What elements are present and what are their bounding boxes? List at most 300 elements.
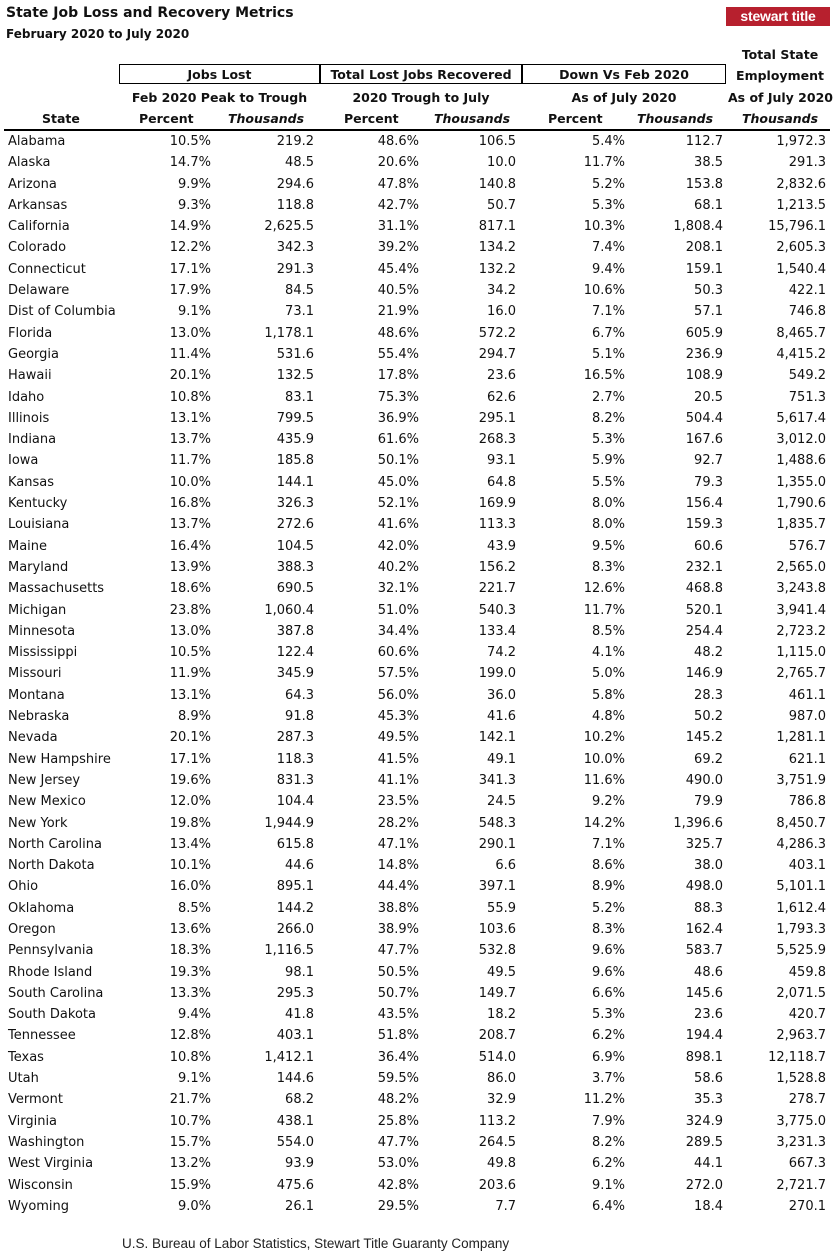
- state-name: Kentucky: [8, 496, 68, 512]
- recovered-thousands: 514.0: [478, 1049, 516, 1065]
- jobs-lost-thousands: 219.2: [276, 134, 314, 149]
- down-thousands: 20.5: [694, 389, 723, 405]
- down-thousands: 79.9: [694, 794, 723, 810]
- state-name: Arkansas: [8, 197, 68, 213]
- total-employment: 1,612.4: [776, 900, 826, 916]
- table-row: [0, 131, 834, 152]
- recovered-thousands: 50.7: [487, 197, 516, 213]
- down-percent: 8.3%: [591, 921, 625, 937]
- total-employment: 3,243.8: [776, 581, 826, 597]
- down-percent: 5.8%: [591, 687, 625, 703]
- recovered-thousands: 142.1: [478, 730, 516, 746]
- down-percent: 8.2%: [591, 410, 625, 426]
- jobs-lost-percent: 13.4%: [169, 836, 211, 852]
- down-thousands: 583.7: [685, 943, 723, 959]
- recovered-percent: 29.5%: [377, 1198, 419, 1214]
- recovered-percent: 41.5%: [377, 751, 419, 767]
- header-thousands-2: Thousands: [434, 111, 511, 126]
- table-row: [0, 1111, 834, 1132]
- down-thousands: 18.4: [694, 1198, 723, 1214]
- jobs-lost-percent: 13.2%: [169, 1156, 211, 1172]
- state-name: Oklahoma: [8, 900, 75, 916]
- table-row: [0, 983, 834, 1004]
- down-thousands: 1,808.4: [673, 219, 723, 235]
- recovered-percent: 48.6%: [377, 134, 419, 149]
- jobs-lost-percent: 15.7%: [169, 1134, 211, 1150]
- jobs-lost-thousands: 435.9: [276, 432, 314, 448]
- jobs-lost-percent: 13.9%: [169, 559, 211, 575]
- table-row: [0, 791, 834, 812]
- header-total-state: Total State: [741, 47, 819, 62]
- down-thousands: 108.9: [685, 368, 723, 384]
- total-employment: 1,540.4: [776, 261, 826, 277]
- recovered-thousands: 149.7: [478, 985, 516, 1001]
- table-row: [0, 259, 834, 280]
- total-employment: 459.8: [788, 964, 826, 980]
- state-name: Alabama: [8, 134, 66, 149]
- header-jobs-lost-sub: Feb 2020 Peak to Trough: [131, 90, 308, 105]
- header-down-vs-feb: Down Vs Feb 2020: [522, 64, 726, 84]
- recovered-percent: 75.3%: [377, 389, 419, 405]
- recovered-thousands: 397.1: [478, 879, 516, 895]
- total-employment: 8,450.7: [776, 815, 826, 831]
- table-row: [0, 770, 834, 791]
- jobs-lost-percent: 13.0%: [169, 325, 211, 341]
- recovered-thousands: 23.6: [487, 368, 516, 384]
- recovered-thousands: 341.3: [478, 772, 516, 788]
- total-employment: 5,617.4: [776, 410, 826, 426]
- jobs-lost-percent: 12.0%: [169, 794, 211, 810]
- down-percent: 11.6%: [583, 772, 625, 788]
- jobs-lost-thousands: 403.1: [276, 1028, 314, 1044]
- table-row: [0, 727, 834, 748]
- recovered-percent: 38.8%: [377, 900, 419, 916]
- recovered-thousands: 294.7: [478, 346, 516, 362]
- total-employment: 420.7: [788, 1007, 826, 1023]
- total-employment: 1,972.3: [776, 134, 826, 149]
- table-row: [0, 429, 834, 450]
- jobs-lost-thousands: 1,412.1: [264, 1049, 314, 1065]
- recovered-thousands: 49.1: [487, 751, 516, 767]
- down-thousands: 68.1: [694, 197, 723, 213]
- total-employment: 746.8: [788, 304, 826, 320]
- down-percent: 12.6%: [583, 581, 625, 597]
- jobs-lost-thousands: 93.9: [285, 1156, 314, 1172]
- down-percent: 4.1%: [591, 645, 625, 661]
- state-name: North Carolina: [8, 836, 102, 852]
- down-percent: 11.7%: [583, 155, 625, 171]
- jobs-lost-percent: 20.1%: [169, 368, 211, 384]
- recovered-percent: 45.3%: [377, 709, 419, 725]
- jobs-lost-thousands: 122.4: [276, 645, 314, 661]
- down-thousands: 112.7: [685, 134, 723, 149]
- down-percent: 5.5%: [591, 474, 625, 490]
- down-percent: 7.1%: [591, 836, 625, 852]
- state-name: Nevada: [8, 730, 58, 746]
- table-row: [0, 1175, 834, 1196]
- state-name: Texas: [8, 1049, 44, 1065]
- down-percent: 3.7%: [591, 1071, 625, 1087]
- down-thousands: 504.4: [685, 410, 723, 426]
- total-employment: 667.3: [788, 1156, 826, 1172]
- state-name: California: [8, 219, 70, 235]
- down-thousands: 272.0: [685, 1177, 723, 1193]
- total-employment: 461.1: [788, 687, 826, 703]
- down-thousands: 48.6: [694, 964, 723, 980]
- recovered-thousands: 290.1: [478, 836, 516, 852]
- down-percent: 6.7%: [591, 325, 625, 341]
- jobs-lost-percent: 10.8%: [169, 389, 211, 405]
- recovered-thousands: 264.5: [478, 1134, 516, 1150]
- down-thousands: 146.9: [685, 666, 723, 682]
- recovered-percent: 39.2%: [377, 240, 419, 256]
- jobs-lost-thousands: 2,625.5: [264, 219, 314, 235]
- state-name: Oregon: [8, 921, 56, 937]
- jobs-lost-thousands: 388.3: [276, 559, 314, 575]
- recovered-percent: 47.8%: [377, 176, 419, 192]
- jobs-lost-percent: 9.0%: [177, 1198, 211, 1214]
- total-employment: 3,775.0: [776, 1113, 826, 1129]
- table-row: [0, 536, 834, 557]
- recovered-percent: 41.1%: [377, 772, 419, 788]
- table-row: [0, 1025, 834, 1046]
- down-percent: 5.9%: [591, 453, 625, 469]
- jobs-lost-thousands: 144.2: [276, 900, 314, 916]
- table-row: [0, 387, 834, 408]
- down-percent: 8.5%: [591, 623, 625, 639]
- down-percent: 16.5%: [583, 368, 625, 384]
- down-thousands: 156.4: [685, 496, 723, 512]
- header-jobs-lost: Jobs Lost: [119, 64, 320, 84]
- table-row: [0, 1004, 834, 1025]
- down-percent: 9.6%: [591, 943, 625, 959]
- recovered-percent: 47.7%: [377, 1134, 419, 1150]
- recovered-percent: 40.5%: [377, 283, 419, 299]
- down-thousands: 159.1: [685, 261, 723, 277]
- jobs-lost-thousands: 266.0: [276, 921, 314, 937]
- total-employment: 549.2: [788, 368, 826, 384]
- down-thousands: 88.3: [694, 900, 723, 916]
- recovered-percent: 42.8%: [377, 1177, 419, 1193]
- stewart-title-logo: stewart title: [726, 7, 830, 26]
- table-row: [0, 919, 834, 940]
- jobs-lost-thousands: 118.8: [276, 197, 314, 213]
- total-employment: 2,963.7: [776, 1028, 826, 1044]
- jobs-lost-percent: 13.1%: [169, 410, 211, 426]
- state-name: Massachusetts: [8, 581, 105, 597]
- page-subtitle: February 2020 to July 2020: [6, 27, 190, 41]
- table-row: [0, 898, 834, 919]
- jobs-lost-thousands: 1,178.1: [264, 325, 314, 341]
- total-employment: 8,465.7: [776, 325, 826, 341]
- down-percent: 7.9%: [591, 1113, 625, 1129]
- down-percent: 14.2%: [583, 815, 625, 831]
- recovered-percent: 51.8%: [377, 1028, 419, 1044]
- jobs-lost-percent: 10.0%: [169, 474, 211, 490]
- down-thousands: 38.0: [694, 858, 723, 874]
- recovered-thousands: 32.9: [487, 1092, 516, 1108]
- recovered-thousands: 540.3: [478, 602, 516, 618]
- down-thousands: 468.8: [685, 581, 723, 597]
- jobs-lost-thousands: 291.3: [276, 261, 314, 277]
- jobs-lost-thousands: 26.1: [285, 1198, 314, 1214]
- recovered-percent: 59.5%: [377, 1071, 419, 1087]
- jobs-lost-thousands: 342.3: [276, 240, 314, 256]
- total-employment: 3,012.0: [776, 432, 826, 448]
- jobs-lost-thousands: 118.3: [276, 751, 314, 767]
- header-recovered-sub: 2020 Trough to July: [352, 90, 490, 105]
- recovered-percent: 43.5%: [377, 1007, 419, 1023]
- recovered-percent: 50.5%: [377, 964, 419, 980]
- down-percent: 5.0%: [591, 666, 625, 682]
- table-row: [0, 216, 834, 237]
- table-row: [0, 642, 834, 663]
- down-percent: 8.3%: [591, 559, 625, 575]
- recovered-percent: 34.4%: [377, 623, 419, 639]
- down-percent: 5.2%: [591, 176, 625, 192]
- total-employment: 403.1: [788, 858, 826, 874]
- recovered-percent: 56.0%: [377, 687, 419, 703]
- table-row: [0, 450, 834, 471]
- table-row: [0, 152, 834, 173]
- jobs-lost-thousands: 475.6: [276, 1177, 314, 1193]
- table-row: [0, 621, 834, 642]
- recovered-thousands: 133.4: [478, 623, 516, 639]
- jobs-lost-percent: 19.6%: [169, 772, 211, 788]
- total-employment: 987.0: [788, 709, 826, 725]
- total-employment: 4,286.3: [776, 836, 826, 852]
- jobs-lost-percent: 13.7%: [169, 432, 211, 448]
- recovered-thousands: 34.2: [487, 283, 516, 299]
- total-employment: 1,281.1: [776, 730, 826, 746]
- jobs-lost-thousands: 144.1: [276, 474, 314, 490]
- recovered-percent: 51.0%: [377, 602, 419, 618]
- jobs-lost-percent: 13.0%: [169, 623, 211, 639]
- jobs-lost-thousands: 1,060.4: [264, 602, 314, 618]
- table-row: [0, 706, 834, 727]
- table-row: [0, 1068, 834, 1089]
- recovered-thousands: 7.7: [495, 1198, 516, 1214]
- down-thousands: 44.1: [694, 1156, 723, 1172]
- jobs-lost-percent: 17.1%: [169, 261, 211, 277]
- state-name: New Mexico: [8, 794, 86, 810]
- recovered-percent: 48.2%: [377, 1092, 419, 1108]
- down-thousands: 28.3: [694, 687, 723, 703]
- recovered-percent: 36.9%: [377, 410, 419, 426]
- jobs-lost-thousands: 345.9: [276, 666, 314, 682]
- recovered-percent: 42.0%: [377, 538, 419, 554]
- total-employment: 576.7: [788, 538, 826, 554]
- down-thousands: 498.0: [685, 879, 723, 895]
- down-percent: 7.1%: [591, 304, 625, 320]
- recovered-thousands: 817.1: [478, 219, 516, 235]
- state-name: South Carolina: [8, 985, 104, 1001]
- state-name: Wyoming: [8, 1198, 70, 1214]
- jobs-lost-percent: 14.9%: [169, 219, 211, 235]
- state-name: Minnesota: [8, 623, 76, 639]
- down-thousands: 605.9: [685, 325, 723, 341]
- jobs-lost-percent: 10.5%: [169, 645, 211, 661]
- jobs-lost-thousands: 185.8: [276, 453, 314, 469]
- jobs-lost-thousands: 91.8: [285, 709, 314, 725]
- table-row: [0, 344, 834, 365]
- table-row: [0, 962, 834, 983]
- down-percent: 5.4%: [591, 134, 625, 149]
- down-percent: 8.2%: [591, 1134, 625, 1150]
- recovered-percent: 23.5%: [377, 794, 419, 810]
- down-thousands: 38.5: [694, 155, 723, 171]
- down-thousands: 167.6: [685, 432, 723, 448]
- header-percent-2: Percent: [344, 111, 399, 126]
- down-percent: 10.3%: [583, 219, 625, 235]
- page-title: State Job Loss and Recovery Metrics: [6, 5, 294, 21]
- jobs-lost-percent: 10.7%: [169, 1113, 211, 1129]
- recovered-thousands: 64.8: [487, 474, 516, 490]
- jobs-lost-percent: 9.4%: [177, 1007, 211, 1023]
- recovered-thousands: 221.7: [478, 581, 516, 597]
- recovered-thousands: 49.5: [487, 964, 516, 980]
- down-thousands: 162.4: [685, 921, 723, 937]
- state-name: Nebraska: [8, 709, 70, 725]
- down-percent: 7.4%: [591, 240, 625, 256]
- jobs-lost-thousands: 41.8: [285, 1007, 314, 1023]
- total-employment: 2,565.0: [776, 559, 826, 575]
- recovered-thousands: 140.8: [478, 176, 516, 192]
- recovered-thousands: 6.6: [495, 858, 516, 874]
- down-thousands: 145.6: [685, 985, 723, 1001]
- jobs-lost-thousands: 104.4: [276, 794, 314, 810]
- total-employment: 422.1: [788, 283, 826, 299]
- total-employment: 2,605.3: [776, 240, 826, 256]
- jobs-lost-percent: 12.8%: [169, 1028, 211, 1044]
- down-thousands: 159.3: [685, 517, 723, 533]
- recovered-thousands: 548.3: [478, 815, 516, 831]
- jobs-lost-thousands: 831.3: [276, 772, 314, 788]
- down-percent: 5.3%: [591, 197, 625, 213]
- recovered-thousands: 74.2: [487, 645, 516, 661]
- state-name: Rhode Island: [8, 964, 93, 980]
- table-row: [0, 195, 834, 216]
- state-name: Louisiana: [8, 517, 70, 533]
- recovered-thousands: 24.5: [487, 794, 516, 810]
- table-row: [0, 940, 834, 961]
- recovered-percent: 32.1%: [377, 581, 419, 597]
- jobs-lost-thousands: 98.1: [285, 964, 314, 980]
- jobs-lost-percent: 18.6%: [169, 581, 211, 597]
- jobs-lost-thousands: 387.8: [276, 623, 314, 639]
- state-name: Connecticut: [8, 261, 86, 277]
- total-employment: 1,488.6: [776, 453, 826, 469]
- total-employment: 1,528.8: [776, 1071, 826, 1087]
- recovered-percent: 60.6%: [377, 645, 419, 661]
- data-table: [0, 131, 834, 1217]
- state-name: New Jersey: [8, 772, 81, 788]
- table-row: [0, 557, 834, 578]
- jobs-lost-percent: 9.1%: [177, 304, 211, 320]
- jobs-lost-thousands: 554.0: [276, 1134, 314, 1150]
- jobs-lost-thousands: 438.1: [276, 1113, 314, 1129]
- state-name: Indiana: [8, 432, 57, 448]
- jobs-lost-thousands: 44.6: [285, 858, 314, 874]
- jobs-lost-thousands: 144.6: [276, 1071, 314, 1087]
- state-name: Kansas: [8, 474, 55, 490]
- down-percent: 5.2%: [591, 900, 625, 916]
- total-employment: 621.1: [788, 751, 826, 767]
- total-employment: 751.3: [788, 389, 826, 405]
- down-thousands: 57.1: [694, 304, 723, 320]
- jobs-lost-percent: 10.8%: [169, 1049, 211, 1065]
- down-thousands: 232.1: [685, 559, 723, 575]
- header-percent-1: Percent: [139, 111, 194, 126]
- down-thousands: 325.7: [685, 836, 723, 852]
- table-row: [0, 493, 834, 514]
- total-employment: 3,751.9: [776, 772, 826, 788]
- total-employment: 3,231.3: [776, 1134, 826, 1150]
- jobs-lost-thousands: 531.6: [276, 346, 314, 362]
- jobs-lost-percent: 18.3%: [169, 943, 211, 959]
- state-name: West Virginia: [8, 1156, 94, 1172]
- state-name: Colorado: [8, 240, 67, 256]
- down-percent: 9.1%: [591, 1177, 625, 1193]
- state-name: Utah: [8, 1071, 39, 1087]
- recovered-thousands: 43.9: [487, 538, 516, 554]
- total-employment: 2,832.6: [776, 176, 826, 192]
- table-row: [0, 1196, 834, 1217]
- total-employment: 15,796.1: [768, 219, 826, 235]
- state-name: Vermont: [8, 1092, 63, 1108]
- state-name: Tennessee: [8, 1028, 76, 1044]
- table-row: [0, 472, 834, 493]
- state-name: Missouri: [8, 666, 62, 682]
- state-name: Wisconsin: [8, 1177, 73, 1193]
- jobs-lost-percent: 15.9%: [169, 1177, 211, 1193]
- jobs-lost-thousands: 1,116.5: [264, 943, 314, 959]
- down-thousands: 153.8: [685, 176, 723, 192]
- state-name: Arizona: [8, 176, 57, 192]
- jobs-lost-percent: 8.9%: [177, 709, 211, 725]
- down-thousands: 289.5: [685, 1134, 723, 1150]
- state-name: Delaware: [8, 283, 70, 299]
- jobs-lost-percent: 16.0%: [169, 879, 211, 895]
- table-row: [0, 813, 834, 834]
- table-row: [0, 685, 834, 706]
- state-name: South Dakota: [8, 1007, 96, 1023]
- recovered-thousands: 268.3: [478, 432, 516, 448]
- total-employment: 1,115.0: [776, 645, 826, 661]
- total-employment: 5,525.9: [776, 943, 826, 959]
- jobs-lost-percent: 17.1%: [169, 751, 211, 767]
- jobs-lost-percent: 19.8%: [169, 815, 211, 831]
- recovered-percent: 38.9%: [377, 921, 419, 937]
- down-thousands: 50.3: [694, 283, 723, 299]
- state-name: North Dakota: [8, 858, 95, 874]
- jobs-lost-percent: 9.3%: [177, 197, 211, 213]
- state-name: Montana: [8, 687, 65, 703]
- total-employment: 270.1: [788, 1198, 826, 1214]
- recovered-thousands: 62.6: [487, 389, 516, 405]
- recovered-percent: 52.1%: [377, 496, 419, 512]
- down-thousands: 92.7: [694, 453, 723, 469]
- down-percent: 5.1%: [591, 346, 625, 362]
- jobs-lost-percent: 11.7%: [169, 453, 211, 469]
- jobs-lost-percent: 16.8%: [169, 496, 211, 512]
- jobs-lost-thousands: 84.5: [285, 283, 314, 299]
- down-thousands: 69.2: [694, 751, 723, 767]
- jobs-lost-thousands: 326.3: [276, 496, 314, 512]
- table-row: [0, 301, 834, 322]
- down-thousands: 324.9: [685, 1113, 723, 1129]
- total-employment: 2,071.5: [776, 985, 826, 1001]
